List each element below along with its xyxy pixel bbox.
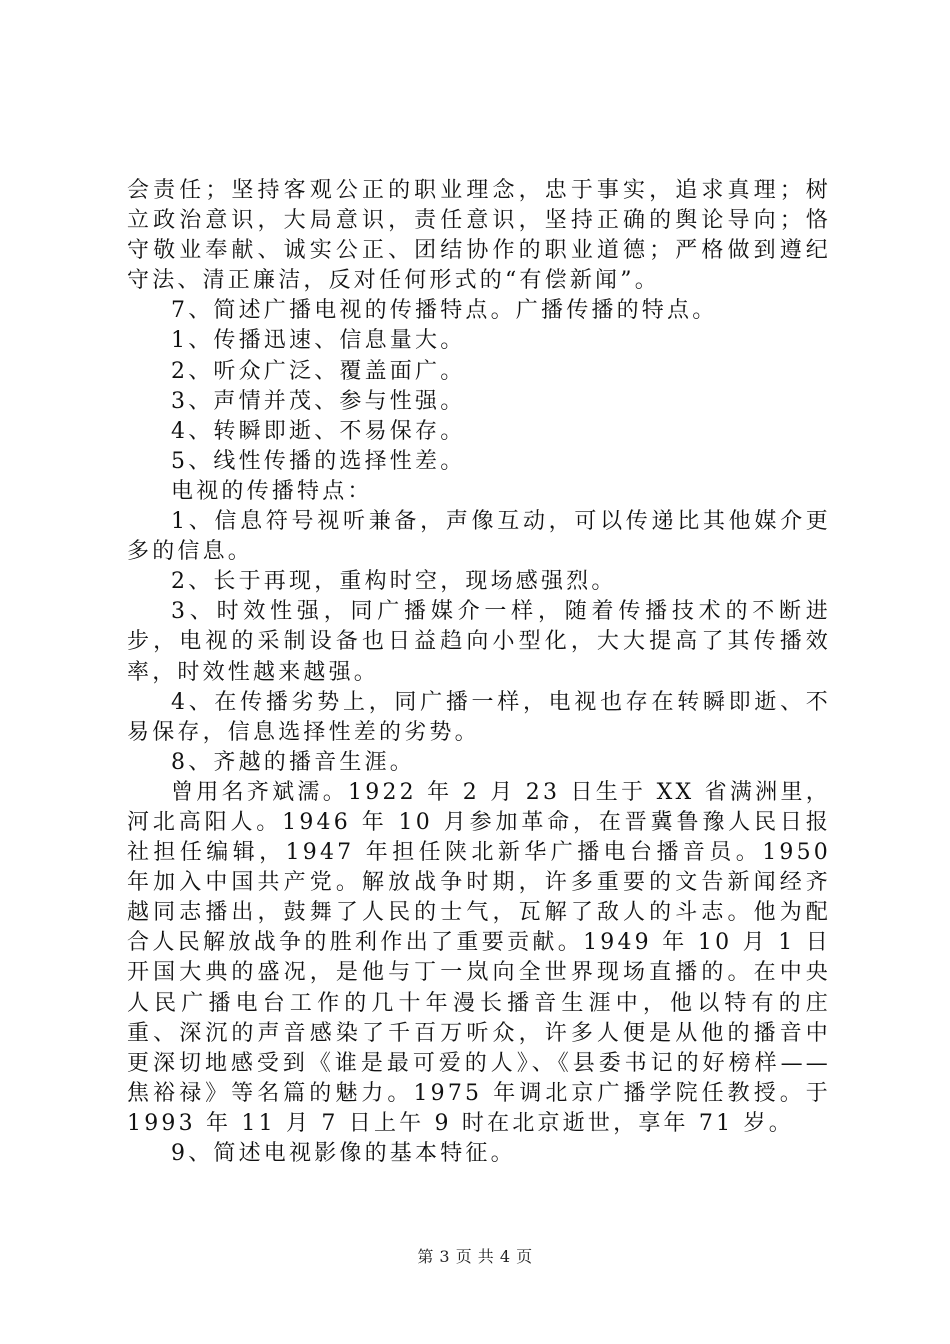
list-item: 4、转瞬即逝、不易保存。 (171, 418, 466, 444)
list-item: 4、在传播劣势上，同广播一样，电视也存在转瞬即逝、不易保存，信息选择性差的劣势。 (127, 689, 831, 745)
paragraph-biography: 曾用名齐斌濡。1922 年 2 月 23 日生于 XX 省满洲里，河北高阳人。1946 年 10 月参加革命，在晋冀鲁豫人民日报社担任编辑，1947 年担任陕北新华广播电台播音员。1950 年加入中国共产党。解放战争时期，许多重要的文告新闻经齐越同志播出，鼓舞了人民的士气，瓦解了敌人的斗志。他为配合人民解放战争的胜利作出了重要贡献。1949 年 10 月 1 日开国大典的盛况，是他与丁一岚向全世界现场直播的。在中央人民广播电台工作的几十年漫长播音生涯中，他以特有的庄重、深沉的声音感染了千百万听众，许多人便是从他的播音中更深切地感受到《谁是最可爱的人》、《县委书记的好榜样——焦裕禄》等名篇的魅力。1975 年调北京广播学院任教授。于 1993 年 11 月 7 日上午 9 时在北京逝世，享年 71 岁。 (127, 779, 831, 1136)
question-9-heading: 9、简述电视影像的基本特征。 (171, 1141, 516, 1166)
paragraph-responsibility: 会责任；坚持客观公正的职业理念，忠于事实，追求真理；树立政治意识，大局意识，责任意识，坚持正确的舆论导向；恪守敬业奉献、诚实公正、团结协作的职业道德；严格做到遵纪守法、清正廉洁，反对任何形式的“有偿新闻”。 (127, 178, 831, 294)
tv-features-heading: 电视的传播特点： (171, 478, 373, 504)
list-item: 3、时效性强，同广播媒介一样，随着传播技术的不断进步，电视的采制设备也日益趋向小型化，大大提高了其传播效率，时效性越来越强。 (127, 599, 831, 685)
question-7-heading: 7、简述广播电视的传播特点。广播传播的特点。 (171, 298, 718, 324)
list-item: 1、信息符号视听兼备，声像互动，可以传递比其他媒介更多的信息。 (127, 509, 831, 565)
list-item: 2、听众广泛、覆盖面广。 (171, 358, 466, 384)
page-number-footer: 第 3 页 共 4 页 (417, 1247, 533, 1266)
document-body (127, 176, 831, 1169)
question-8-heading: 8、齐越的播音生涯。 (171, 749, 415, 775)
list-item: 2、长于再现，重构时空，现场感强烈。 (171, 569, 617, 595)
list-item: 5、线性传播的选择性差。 (171, 448, 466, 474)
list-item: 3、声情并茂、参与性强。 (171, 388, 466, 414)
list-item: 1、传播迅速、信息量大。 (171, 328, 466, 354)
